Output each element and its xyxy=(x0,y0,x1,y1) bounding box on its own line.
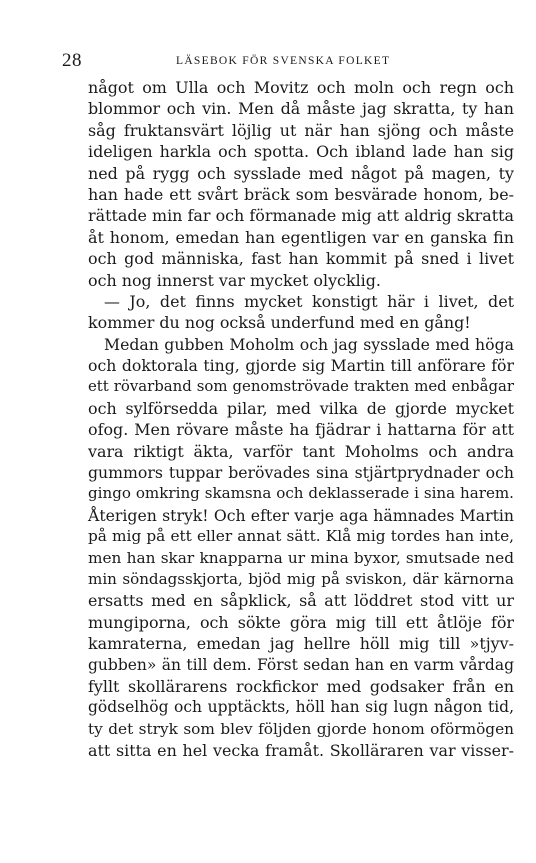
text-line: ersatts med en såpklick, så att löddret stod vitt ur xyxy=(88,591,514,611)
text-line: och doktorala ting, gjorde sig Martin till anförare för xyxy=(88,356,514,376)
running-head xyxy=(62,44,512,74)
text-line: min söndagsskjorta, bjöd mig på sviskon, där kärnorna xyxy=(88,569,514,588)
text-line: något om Ulla och Movitz och moln och regn och xyxy=(88,78,514,97)
text-line: på mig på ett eller annat sätt. Klå mig tordes han inte, xyxy=(88,527,514,546)
text-line: blommor och vin. Men då måste jag skratta, ty han xyxy=(88,99,514,119)
text-line: — Jo, det finns mycket konstigt här i livet, det xyxy=(104,291,514,311)
text-line: ofog. Men rövare måste ha fjädrar i hattarna för att xyxy=(88,420,514,440)
text-line: såg fruktansvärt löjlig ut när han sjöng och måste xyxy=(88,120,514,140)
running-title: LÄSEBOK FÖR SVENSKA FOLKET xyxy=(176,55,391,67)
text-line: men han skar knapparna ur mina byxor, smutsade ned xyxy=(88,548,514,567)
text-line: ned på rygg och sysslade med något på magen, ty xyxy=(88,163,514,183)
text-line: kamraterna, emedan jag hellre höll mig till »tjyv- xyxy=(88,634,514,654)
text-line: och nog innerst var mycket olycklig. xyxy=(88,270,381,290)
text-line: att sitta en hel vecka framåt. Skolläraren var visser- xyxy=(88,741,514,761)
text-line: gingo omkring skamsna och deklasserade i sina harem. xyxy=(88,484,514,503)
text-line: gummors tuppar berövades sina stjärtprydnader och xyxy=(88,463,514,483)
text-line: gödselhög och upptäckts, höll han sig lugn någon tid, xyxy=(88,698,514,717)
text-line: kommer du nog också underfund med en gång! xyxy=(88,313,471,333)
text-line: ett rövarband som genomströvade trakten med enbågar xyxy=(88,377,514,396)
text-line: Medan gubben Moholm och jag sysslade med höga xyxy=(104,334,514,354)
text-line: rättade min far och förmanade mig att aldrig skratta xyxy=(88,206,514,226)
text-line: Återigen stryk! Och efter varje aga hämnades Martin xyxy=(88,505,514,525)
text-line: och sylförsedda pilar, med vilka de gjorde mycket xyxy=(88,398,514,418)
text-line: mungiporna, och sökte göra mig till ett åtlöje för xyxy=(88,612,514,632)
text-line: vara riktigt äkta, varför tant Moholms och andra xyxy=(88,441,514,461)
text-line: han hade ett svårt bräck som besvärade honom, be- xyxy=(88,184,514,204)
text-line: och god människa, fast han kommit på sned i livet xyxy=(88,249,514,269)
page-number: 28 xyxy=(62,50,82,71)
text-line: fyllt skollärarens rockfickor med godsaker från en xyxy=(88,676,514,696)
text-line: åt honom, emedan han egentligen var en ganska fin xyxy=(88,227,514,247)
text-line: gubben» än till dem. Först sedan han en varm vårdag xyxy=(88,655,514,674)
text-line: ideligen harkla och spotta. Och ibland lade han sig xyxy=(88,142,514,162)
body-text xyxy=(88,77,514,762)
text-line: ty det stryk som blev följden gjorde honom oförmögen xyxy=(88,719,514,738)
